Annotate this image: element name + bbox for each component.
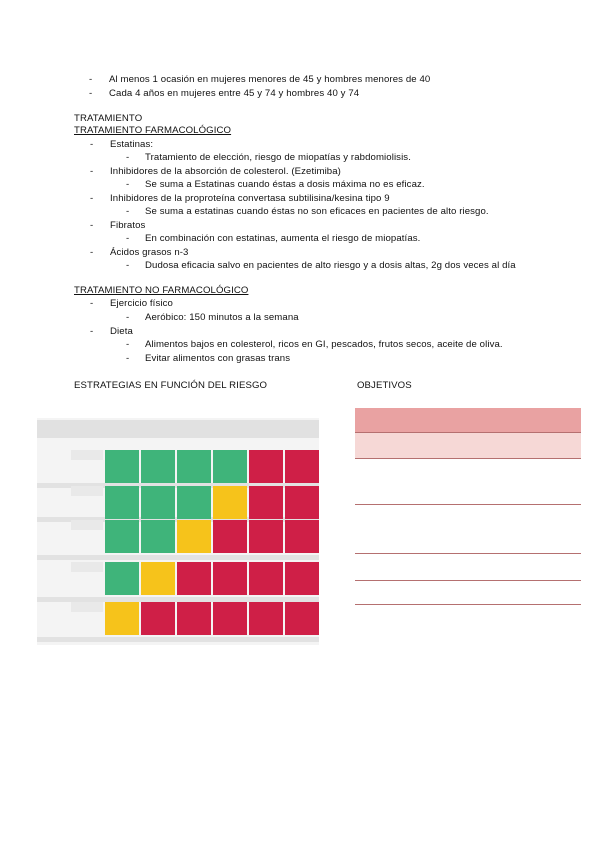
risk-matrix-cell bbox=[105, 450, 139, 483]
list-item: Inhibidores de la proproteína convertasa subtilisina/kesina tipo 9 bbox=[110, 193, 390, 204]
sub-list-item: Dudosa eficacia salvo en pacientes de alto riesgo y a dosis altas, 2g dos veces al día bbox=[145, 260, 516, 271]
list-item: Dieta bbox=[110, 326, 133, 337]
risk-row-label-block bbox=[71, 602, 103, 612]
divider bbox=[355, 458, 581, 459]
bullet-dash: - bbox=[90, 139, 94, 150]
risk-matrix-cell bbox=[213, 562, 247, 595]
risk-matrix-cell bbox=[141, 602, 175, 635]
risk-matrix-cell bbox=[141, 486, 175, 519]
sub-bullet-dash: - bbox=[126, 206, 130, 217]
table-header-band bbox=[355, 408, 581, 432]
risk-matrix-cell bbox=[285, 486, 319, 519]
list-item: Estatinas: bbox=[110, 139, 154, 150]
bullet-dash: - bbox=[90, 193, 94, 204]
heading-no-farmacologico: TRATAMIENTO NO FARMACOLÓGICO bbox=[74, 285, 249, 296]
risk-matrix-cell bbox=[105, 486, 139, 519]
section-title-objetivos: OBJETIVOS bbox=[357, 380, 412, 391]
list-item: Inhibidores de la absorción de colesterol. (Ezetimiba) bbox=[110, 166, 341, 177]
risk-matrix-cell bbox=[249, 520, 283, 553]
risk-matrix-cell bbox=[177, 486, 211, 519]
risk-matrix-cell bbox=[105, 602, 139, 635]
section-title-estrategias: ESTRATEGIAS EN FUNCIÓN DEL RIESGO bbox=[74, 380, 268, 391]
divider bbox=[355, 553, 581, 554]
risk-matrix-cell bbox=[249, 450, 283, 483]
bullet-dash: - bbox=[90, 298, 94, 309]
risk-matrix-cell bbox=[249, 486, 283, 519]
sub-bullet-dash: - bbox=[126, 260, 130, 271]
risk-row-label-block bbox=[71, 486, 103, 496]
list-item: Fibratos bbox=[110, 220, 146, 231]
sub-bullet-dash: - bbox=[126, 233, 130, 244]
sub-list-item: Se suma a Estatinas cuando éstas a dosis máxima no es eficaz. bbox=[145, 179, 425, 190]
bullet-dash: - bbox=[89, 88, 93, 99]
sub-list-item: Se suma a estatinas cuando éstas no son eficaces en pacientes de alto riesgo. bbox=[145, 206, 489, 217]
list-item: Ejercicio físico bbox=[110, 298, 173, 309]
risk-matrix-cell bbox=[249, 562, 283, 595]
risk-matrix-cell bbox=[105, 520, 139, 553]
risk-matrix-cell bbox=[177, 520, 211, 553]
risk-matrix-cell bbox=[105, 562, 139, 595]
list-item: Cada 4 años en mujeres entre 45 y 74 y hombres 40 y 74 bbox=[109, 88, 360, 99]
sub-list-item: Aeróbico: 150 minutos a la semana bbox=[145, 312, 299, 323]
risk-matrix-cell bbox=[285, 562, 319, 595]
heading-tratamiento: TRATAMIENTO bbox=[74, 113, 143, 124]
risk-row-label-block bbox=[71, 450, 103, 460]
bullet-dash: - bbox=[89, 74, 93, 85]
risk-matrix-cell bbox=[285, 450, 319, 483]
risk-matrix-cell bbox=[177, 450, 211, 483]
heading-farmacologico: TRATAMIENTO FARMACOLÓGICO bbox=[74, 125, 232, 136]
bullet-dash: - bbox=[90, 220, 94, 231]
divider bbox=[355, 580, 581, 581]
divider bbox=[355, 432, 581, 433]
risk-matrix-cell bbox=[213, 486, 247, 519]
risk-matrix-cell bbox=[213, 450, 247, 483]
divider bbox=[355, 604, 581, 605]
sub-bullet-dash: - bbox=[126, 339, 130, 350]
bullet-dash: - bbox=[90, 247, 94, 258]
bullet-dash: - bbox=[90, 326, 94, 337]
table-row-separator bbox=[37, 555, 319, 560]
sub-list-item: Alimentos bajos en colesterol, ricos en GI, pescados, frutos secos, aceite de oliva. bbox=[145, 339, 503, 350]
risk-row-label-block bbox=[71, 520, 103, 530]
sub-bullet-dash: - bbox=[126, 152, 130, 163]
table-subheader-band bbox=[355, 432, 581, 458]
table-header-band bbox=[37, 420, 319, 438]
risk-matrix-cell bbox=[177, 602, 211, 635]
sub-list-item: Tratamiento de elección, riesgo de miopatías y rabdomiolisis. bbox=[145, 152, 411, 163]
list-item: Ácidos grasos n-3 bbox=[110, 247, 189, 258]
sub-bullet-dash: - bbox=[126, 353, 130, 364]
bullet-dash: - bbox=[90, 166, 94, 177]
table-row-separator bbox=[37, 637, 319, 642]
list-item: Al menos 1 ocasión en mujeres menores de 45 y hombres menores de 40 bbox=[109, 74, 431, 85]
risk-matrix-cell bbox=[249, 602, 283, 635]
sub-list-item: Evitar alimentos con grasas trans bbox=[145, 353, 291, 364]
divider bbox=[355, 504, 581, 505]
risk-matrix-cell bbox=[285, 602, 319, 635]
risk-matrix-cell bbox=[213, 520, 247, 553]
risk-matrix-cell bbox=[213, 602, 247, 635]
risk-matrix-cell bbox=[141, 562, 175, 595]
objectives-table-image bbox=[355, 408, 581, 653]
risk-strategy-table-image bbox=[37, 410, 319, 645]
sub-list-item: En combinación con estatinas, aumenta el riesgo de miopatías. bbox=[145, 233, 421, 244]
sub-bullet-dash: - bbox=[126, 312, 130, 323]
table-caption-image bbox=[37, 410, 319, 418]
risk-matrix-cell bbox=[177, 562, 211, 595]
risk-matrix-cell bbox=[285, 520, 319, 553]
sub-bullet-dash: - bbox=[126, 179, 130, 190]
risk-matrix-cell bbox=[141, 450, 175, 483]
risk-row-label-block bbox=[71, 562, 103, 572]
risk-matrix-cell bbox=[141, 520, 175, 553]
